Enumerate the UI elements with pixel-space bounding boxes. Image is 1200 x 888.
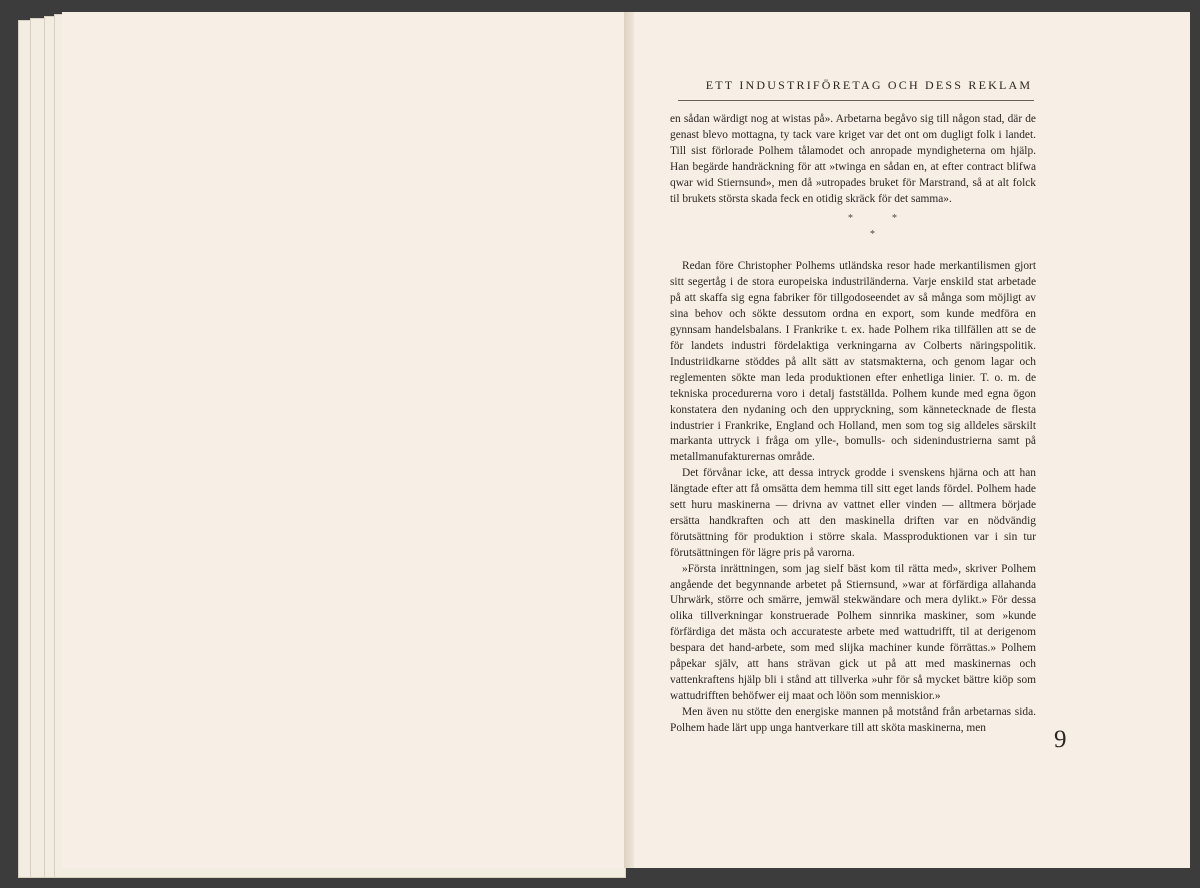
section-break: [670, 207, 1036, 243]
paragraph: »Första inrättningen, som jag sielf bäst kom til rätta med», skriver Polhem angående det begynnande arbetet på Stiernsund, »war at förfärdiga allahanda Uhrwärk, större och smärre, jemwäl stekwändare och mera dylikt.» För dessa olika tillverkningar konstruerade Polhem sinnrika maskiner, som »kunde förfärdiga det mästa och accurateste arbete med wattudrifft, til at derigenom bespara det hand-arbete, som med slijka machiner kunde förrättas.» Polhem påpekar själv, att hans strävan gick ut på att med maskinernas och vattenkraftens hjälp bli i stånd att tillverka »uhr för så mycket bättre kiöp som wattudrifften behöfwer eij maat och löön som menniskior.»: [670, 562, 1036, 702]
spacer: [670, 243, 1036, 259]
paragraph: Men även nu stötte den energiske mannen på motstånd från arbetarnas sida. Polhem hade lärt upp unga hantverkare till att sköta maskinerna, men: [670, 705, 1036, 734]
paragraph: Det förvånar icke, att dessa intryck grodde i svenskens hjärna och att han längtade efter att få omsätta dem hemma till sitt eget lands fördel. Polhem hade sett huru maskinerna — drivna av vattnet eller vinden — alltmera började ersätta handkraften och att den maskinella driften var en nödvändig förutsättning för produktion i större skala. Massproduktionen var i sin tur förutsättningen för lägre pris på varorna.: [670, 467, 1036, 559]
book-gutter: [624, 12, 634, 868]
asterisk: *: [892, 213, 897, 225]
header-rule: [678, 100, 1034, 101]
left-blank-page: [62, 12, 627, 868]
asterisk: *: [848, 213, 853, 225]
page-number: 9: [1054, 726, 1067, 753]
paragraph: Redan före Christopher Polhems utländska resor hade merkantilismen gjort sitt segertåg i de stora europeiska industriländerna. Varje enskild stat arbetade på att skaffa sig egna fabriker för tillgodoseendet av så många som möjligt av sina behov och sökte dessutom ordna en export, som kunde medföra en gynnsam handelsbalans. I Frankrike t. ex. hade Polhem rika tillfällen att se de för landets industri fördelaktiga verkningarna av Colberts näringspolitik. Industriidkarne stöddes på allt sätt av statsmakterna, och genom lagar och reglementen sökte man leda produktionen efter enhetliga linier. T. o. m. de tekniska procedurerna voro i detalj fastställda. Polhem kunde med egna ögon konstatera den nydaning och den uppryckning, som kännetecknade de flesta industrier i Frankrike, England och Holland, men som tog sig alldeles särskilt markanta uttryck i fråga om ylle-, bomulls- och sidenindustrierna samt på metallmanufakturernas område.: [670, 260, 1036, 464]
asterisk: *: [870, 229, 875, 241]
running-head: ETT INDUSTRIFÖRETAG OCH DESS REKLAM: [705, 78, 1033, 92]
paragraph: en sådan wärdigt nog at wistas på». Arbetarna begåvo sig till någon stad, där de genast blevo mottagna, ty tack vare kriget var det ont om dugligt folk i landet. Till sist förlorade Polhem tålamodet och anropade myndigheterna om hjälp. Han begärde handräckning för att »twinga en sådan en, at efter contract blifwa qwar wid Stiernsund», men då »utropades bruket för Marstrand, så at alt folck til brukets största skada feck en otidig skräck för det samma».: [670, 113, 1036, 205]
body-text: [670, 112, 1036, 737]
right-text-page: [634, 12, 1190, 868]
